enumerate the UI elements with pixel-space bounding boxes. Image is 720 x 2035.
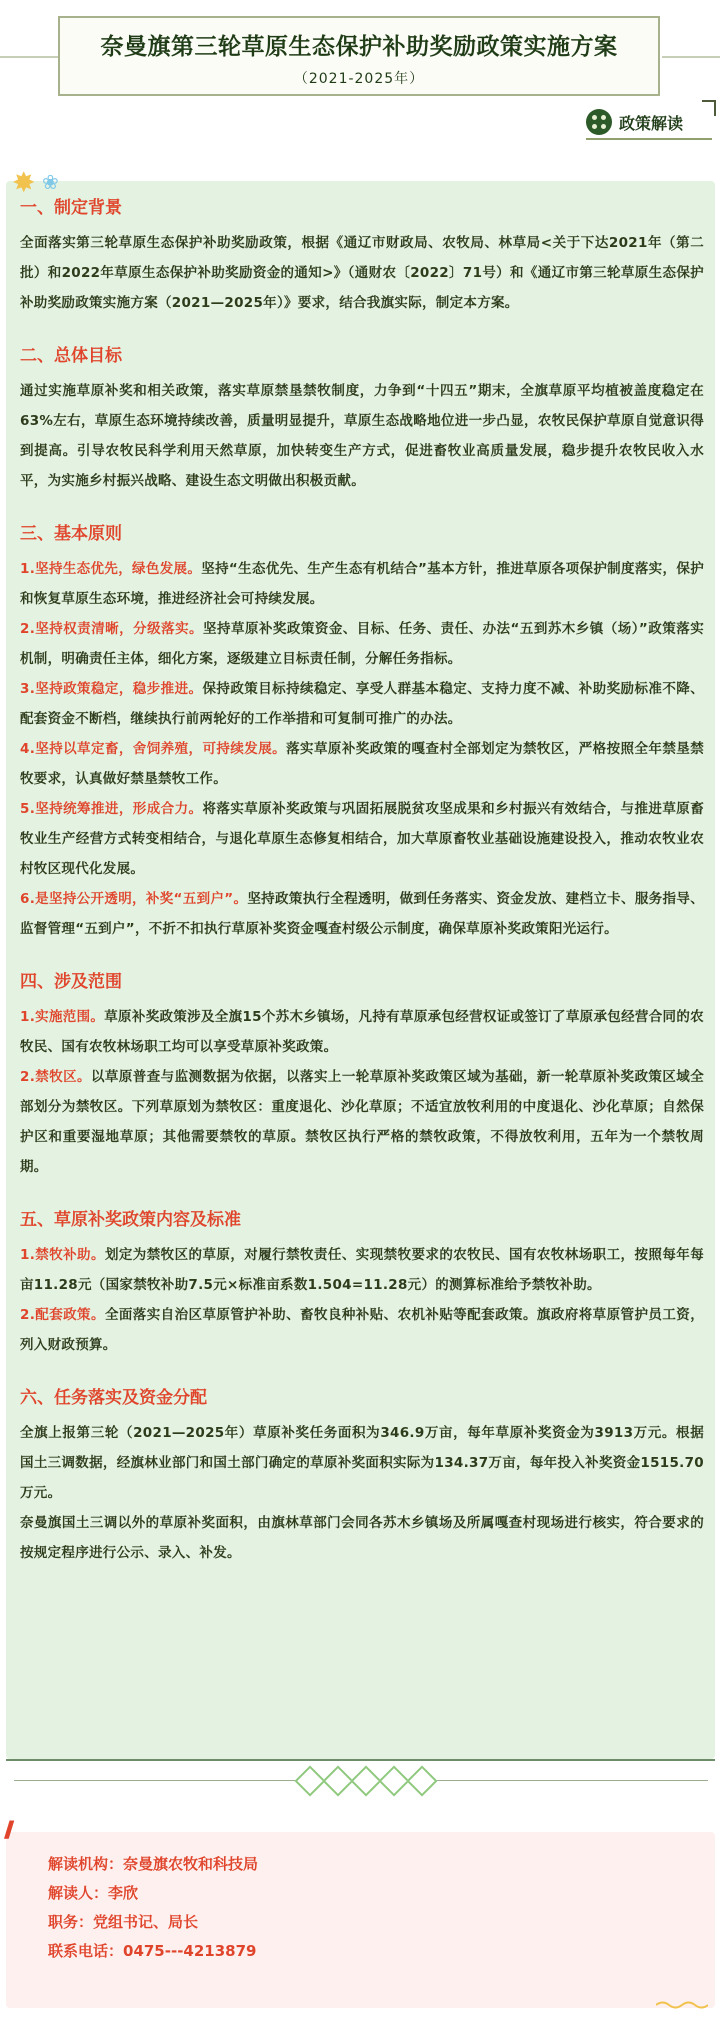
item-text: 落实草原补奖政策的嘎查村全部划定为禁牧区，严格按照全年禁垦禁牧要求，认真做好禁垦禁牧工作。 [20, 741, 705, 787]
item-lead: 1.实施范围。 [20, 1009, 105, 1025]
section-goals [20, 344, 704, 496]
section-title: 四、涉及范围 [20, 972, 122, 992]
contact-phone: 联系电话：0475---4213879 [48, 1942, 257, 1960]
item-lead: 2.禁牧区。 [20, 1069, 91, 1085]
dots-circle-icon [586, 109, 612, 135]
item-text: 划定为禁牧区的草原，对履行禁牧责任、实现禁牧要求的农牧民、国有农牧林场职工，按照每年每亩11.28元（国家禁牧补助7.5元×标准亩系数1.504=11.28元）的测算标准给予禁牧补助。 [20, 1247, 704, 1293]
policy-tag-label: 政策解读 [619, 113, 684, 133]
standard-item [20, 1240, 704, 1300]
policy-interpretation-tag [586, 106, 712, 140]
item-text: 坚持政策执行全程透明，做到任务落实、资金发放、建档立卡、服务指导、监督管理“五到户”，不折不扣执行草原补奖资金嘎查村级公示制度，确保草原补奖政策阳光运行。 [20, 891, 704, 937]
section-title: 一、制定背景 [20, 198, 122, 218]
principle-item [20, 734, 704, 794]
principle-item [20, 794, 704, 884]
title-box [58, 16, 660, 96]
standard-item [20, 1300, 704, 1360]
principle-item [20, 614, 704, 674]
scope-item [20, 1002, 704, 1062]
section-principles [20, 522, 704, 944]
diamond-divider-decoration [296, 1770, 436, 1792]
page-title: 奈曼旗第三轮草原生态保护补助奖励政策实施方案 [100, 34, 618, 60]
section-funding [20, 1386, 704, 1568]
interpreter-position: 职务：党组书记、局长 [48, 1913, 199, 1931]
principle-item [20, 884, 704, 944]
paragraph-text: 全面落实第三轮草原生态保护补助奖励政策，根据《通辽市财政局、农牧局、林草局<关于下达2021年（第二批）和2022年草原生态保护补助奖励资金的通知>》（通财农〔2022〕71号）和《通辽市第三轮草原生态保护补助奖励政策实施方案（2021—2025年）》要求，结合我旗实际，制定本方案。 [20, 235, 704, 311]
paragraph-text: 全旗上报第三轮（2021—2025年）草原补奖任务面积为346.9万亩，每年草原补奖资金为3913万元。根据国土三调数据，经旗林业部门和国土部门确定的草原补奖面积实际为134.37万亩，每年投入补奖资金1515.70万元。 [20, 1425, 704, 1501]
section-standards [20, 1208, 704, 1360]
header-rule-left [0, 56, 60, 58]
principle-item [20, 554, 704, 614]
footer-info [48, 1850, 258, 1966]
section-title: 五、草原补奖政策内容及标准 [20, 1210, 241, 1230]
paragraph-text: 奈曼旗国土三调以外的草原补奖面积，由旗林草部门会同各苏木乡镇场及所属嘎查村现场进行核实，符合要求的按规定程序进行公示、录入、补发。 [20, 1515, 704, 1561]
panel-bottom-border [6, 1759, 715, 1761]
interpreter: 解读人：李欣 [48, 1884, 139, 1902]
item-text: 保持政策目标持续稳定、享受人群基本稳定、支持力度不减、补助奖励标准不降、配套资金不断档，继续执行前两轮好的工作举措和可复制可推广的办法。 [20, 681, 704, 727]
wave-decoration [656, 2000, 708, 2010]
scope-item [20, 1062, 704, 1182]
item-lead: 1.坚持生态优先，绿色发展。 [20, 561, 202, 577]
section-title: 二、总体目标 [20, 346, 122, 366]
header-rule-right [662, 56, 720, 58]
item-lead: 2.配套政策。 [20, 1307, 105, 1323]
section-title: 六、任务落实及资金分配 [20, 1388, 207, 1408]
interpreting-org: 解读机构：奈曼旗农牧和科技局 [48, 1855, 259, 1873]
star-icon: ✸ [12, 166, 36, 199]
section-scope [20, 970, 704, 1182]
item-lead: 2.坚持权责清晰，分级落实。 [20, 621, 204, 637]
item-text: 将落实草原补奖政策与巩固拓展脱贫攻坚成果和乡村振兴有效结合，与推进草原畜牧业生产经营方式转变相结合，与退化草原生态修复相结合，加大草原畜牧业基础设施建设投入，推动农牧业农村牧区现代化发展。 [20, 801, 704, 877]
section-title: 三、基本原则 [20, 524, 122, 544]
item-lead: 4.坚持以草定畜，舍饲养殖，可持续发展。 [20, 741, 287, 757]
content-body [20, 196, 704, 1568]
corner-bracket-decoration [702, 100, 716, 116]
item-lead: 1.禁牧补助。 [20, 1247, 105, 1263]
principle-item [20, 674, 704, 734]
spark-icon: /// [4, 1818, 9, 1843]
paragraph-text: 通过实施草原补奖和相关政策，落实草原禁垦禁牧制度，力争到“十四五”期末，全旗草原平均植被盖度稳定在63%左右，草原生态环境持续改善，质量明显提升，草原生态战略地位进一步凸显，农牧民保护草原自觉意识得到提高。引导农牧民科学利用天然草原，加快转变生产方式，促进畜牧业高质量发展，稳步提升农牧民收入水平，为实施乡村振兴战略、建设生态文明做出积极贡献。 [20, 383, 704, 489]
section-paragraph [20, 228, 704, 318]
section-background [20, 196, 704, 318]
item-lead: 3.坚持政策稳定，稳步推进。 [20, 681, 203, 697]
flower-icon: ❀ [42, 170, 59, 194]
item-text: 坚持草原补奖政策资金、目标、任务、责任、办法“五到苏木乡镇（场）”政策落实机制，明确责任主体，细化方案，逐级建立目标责任制，分解任务指标。 [20, 621, 704, 667]
section-paragraph [20, 1508, 704, 1568]
item-lead: 5.坚持统筹推进，形成合力。 [20, 801, 203, 817]
section-paragraph [20, 1418, 704, 1508]
item-text: 坚持“生态优先、生产生态有机结合”基本方针，推进草原各项保护制度落实，保护和恢复草原生态环境，推进经济社会可持续发展。 [20, 561, 704, 607]
item-text: 以草原普查与监测数据为依据，以落实上一轮草原补奖政策区域为基础，新一轮草原补奖政策区域全部划分为禁牧区。下列草原划为禁牧区：重度退化、沙化草原；不适宜放牧利用的中度退化、沙化草原；自然保护区和重要湿地草原；其他需要禁牧的草原。禁牧区执行严格的禁牧政策，不得放牧利用，五年为一个禁牧周期。 [20, 1069, 704, 1175]
section-paragraph [20, 376, 704, 496]
page-subtitle: （2021-2025年） [293, 71, 425, 87]
item-lead: 6.是坚持公开透明，补奖“五到户”。 [20, 891, 248, 907]
item-text: 草原补奖政策涉及全旗15个苏木乡镇场，凡持有草原承包经营权证或签订了草原承包经营合同的农牧民、国有农牧林场职工均可以享受草原补奖政策。 [20, 1009, 704, 1055]
item-text: 全面落实自治区草原管护补助、畜牧良种补贴、农机补贴等配套政策。旗政府将草原管护员工资，列入财政预算。 [20, 1307, 704, 1353]
